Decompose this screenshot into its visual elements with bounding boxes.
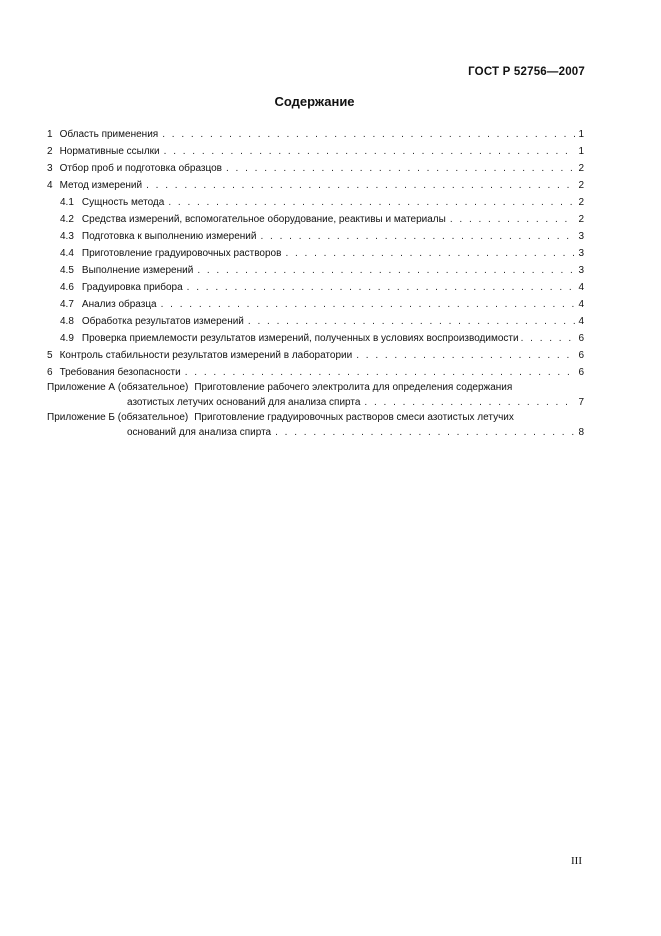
appendix-label: Приложение А (обязательное) — [47, 382, 189, 393]
toc-entry-page: 2 — [578, 163, 584, 174]
toc-entry-number: 4.8 — [60, 316, 74, 327]
dot-leader — [197, 265, 575, 277]
toc-entry-4-3[interactable] — [47, 226, 584, 243]
dot-leader — [168, 197, 575, 209]
toc-entry-4-8[interactable] — [47, 311, 584, 328]
toc-entry-number: 4.4 — [60, 248, 74, 259]
toc-entry-title: Контроль стабильности результатов измерений в лаборатории — [59, 350, 353, 361]
appendix-title-line2: оснований для анализа спирта — [127, 427, 272, 438]
dot-leader — [164, 146, 575, 158]
toc-entry-page: 2 — [578, 197, 584, 208]
appendix-page: 7 — [578, 397, 584, 408]
toc-appendix-b[interactable] — [47, 409, 584, 439]
dot-leader — [248, 316, 575, 328]
toc-entry-number: 4.5 — [60, 265, 74, 276]
toc-entry-page: 4 — [578, 282, 584, 293]
toc-entry-title: Нормативные ссылки — [59, 146, 160, 157]
dot-leader — [521, 333, 576, 345]
toc-title: Содержание — [274, 94, 355, 109]
toc-entry-title: Приготовление градуировочных растворов — [81, 248, 282, 259]
toc-entry-4-5[interactable] — [47, 260, 584, 277]
toc-entry-5[interactable] — [47, 345, 584, 362]
toc-entry-title: Требования безопасности — [59, 367, 181, 378]
toc-entry-number: 4.9 — [60, 333, 74, 344]
dot-leader — [275, 427, 575, 439]
toc-entry-page: 3 — [578, 265, 584, 276]
toc-entry-4-4[interactable] — [47, 243, 584, 260]
dot-leader — [185, 367, 575, 379]
toc-entry-page: 1 — [578, 129, 584, 140]
dot-leader — [226, 163, 575, 175]
toc-entry-title: Средства измерений, вспомогательное оборудование, реактивы и материалы — [81, 214, 446, 225]
toc-entry-title: Выполнение измерений — [81, 265, 194, 276]
table-of-contents — [47, 124, 584, 439]
toc-entry-page: 3 — [578, 231, 584, 242]
toc-entry-page: 6 — [578, 333, 584, 344]
appendix-title-line1: Приготовление градуировочных растворов смеси азотистых летучих — [194, 412, 514, 423]
toc-entry-3[interactable] — [47, 158, 584, 175]
toc-entry-title: Метод измерений — [59, 180, 143, 191]
toc-entry-page: 6 — [578, 367, 584, 378]
dot-leader — [187, 282, 575, 294]
toc-entry-number: 4.1 — [60, 197, 74, 208]
appendix-label: Приложение Б (обязательное) — [47, 412, 189, 423]
toc-entry-title: Анализ образца — [81, 299, 157, 310]
toc-entry-page: 2 — [578, 214, 584, 225]
toc-entry-6[interactable] — [47, 362, 584, 379]
toc-entry-number: 4.6 — [60, 282, 74, 293]
toc-entry-number: 4.2 — [60, 214, 74, 225]
dot-leader — [356, 350, 575, 362]
toc-entry-4-1[interactable] — [47, 192, 584, 209]
dot-leader — [364, 397, 575, 409]
toc-entry-number: 3 — [47, 163, 53, 174]
toc-entry-number: 5 — [47, 350, 53, 361]
toc-entry-page: 4 — [578, 299, 584, 310]
appendix-page: 8 — [578, 427, 584, 438]
dot-leader — [260, 231, 575, 243]
toc-entry-number: 6 — [47, 367, 53, 378]
toc-entry-4-2[interactable] — [47, 209, 584, 226]
toc-entry-4-9[interactable] — [47, 328, 584, 345]
toc-entry-title: Градуировка прибора — [81, 282, 183, 293]
toc-entry-title: Обработка результатов измерений — [81, 316, 244, 327]
toc-entry-4[interactable] — [47, 175, 584, 192]
toc-entry-1[interactable] — [47, 124, 584, 141]
toc-entry-page: 1 — [578, 146, 584, 157]
page-number: III — [571, 855, 582, 867]
dot-leader — [450, 214, 575, 226]
standard-code: ГОСТ Р 52756—2007 — [468, 66, 585, 78]
toc-entry-title: Проверка приемлемости результатов измерений, полученных в условиях воспроизводимости — [81, 333, 519, 344]
toc-entry-4-7[interactable] — [47, 294, 584, 311]
toc-entry-title: Сущность метода — [81, 197, 165, 208]
dot-leader — [146, 180, 575, 192]
toc-entry-title: Подготовка к выполнению измерений — [81, 231, 257, 242]
toc-entry-number: 4.3 — [60, 231, 74, 242]
toc-appendix-a[interactable] — [47, 379, 584, 409]
toc-entry-title: Область применения — [59, 129, 159, 140]
toc-entry-number: 4.7 — [60, 299, 74, 310]
dot-leader — [285, 248, 575, 260]
toc-entry-page: 4 — [578, 316, 584, 327]
appendix-title-line2: азотистых летучих оснований для анализа спирта — [127, 397, 361, 408]
toc-entry-page: 2 — [578, 180, 584, 191]
toc-entry-page: 6 — [578, 350, 584, 361]
toc-entry-number: 4 — [47, 180, 53, 191]
toc-entry-number: 1 — [47, 129, 53, 140]
toc-entry-4-6[interactable] — [47, 277, 584, 294]
dot-leader — [162, 129, 575, 141]
toc-entry-number: 2 — [47, 146, 53, 157]
toc-entry-2[interactable] — [47, 141, 584, 158]
dot-leader — [161, 299, 575, 311]
appendix-title-line1: Приготовление рабочего электролита для определения содержания — [194, 382, 513, 393]
toc-entry-page: 3 — [578, 248, 584, 259]
toc-entry-title: Отбор проб и подготовка образцов — [59, 163, 222, 174]
